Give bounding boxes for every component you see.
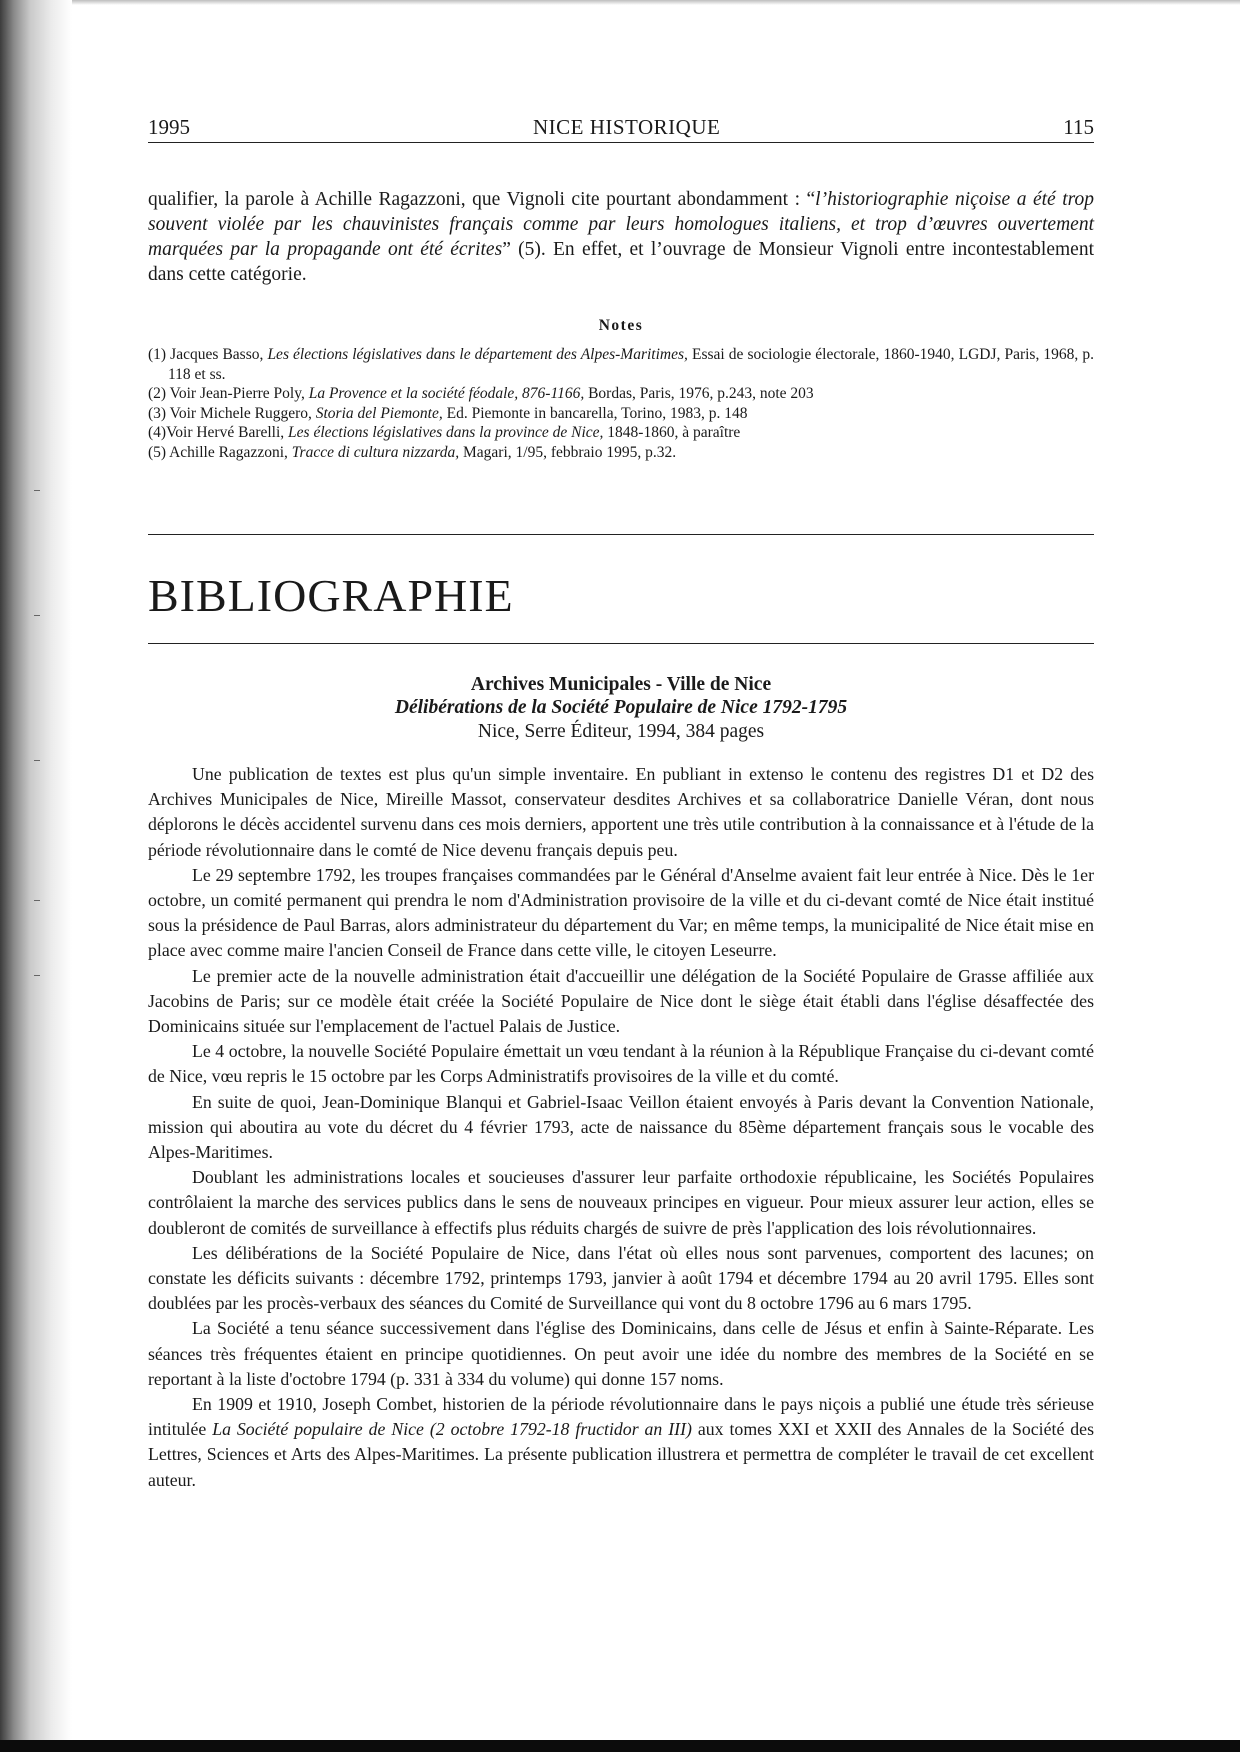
note-item xyxy=(148,345,1094,384)
review-paragraph: Les délibérations de la Société Populaire de Nice, dans l'état où elles nous sont parvenues, comportent des lacunes; on constate les déficits suivants : décembre 1792, printemps 1793, janvier à août 1794 et décembre 1794 au 20 avril 1795. Elles sont doublées par les procès-verbaux des séances du Comité de Surveillance qui vont du 8 octobre 1796 au 6 mars 1795. xyxy=(148,1242,1094,1314)
page-number: 115 xyxy=(1063,115,1094,139)
note-item xyxy=(148,404,1094,424)
book-title: Délibérations de la Société Populaire de Nice 1792-1795 xyxy=(394,697,848,718)
section-title: BIBLIOGRAPHIE xyxy=(148,570,514,621)
intro-quote: l’historiographie niçoise a été trop souvent violée par les chauvinistes français comme par leurs homologues italiens, et trop d’œuvres ouvertement marquées par la propagande ont été écrites xyxy=(148,189,1094,260)
note-item xyxy=(148,443,1094,463)
note-author: (4)Voir Hervé Barelli, xyxy=(148,424,289,441)
note-author: (1) Jacques Basso, xyxy=(148,346,268,363)
notes-list xyxy=(148,345,1094,462)
note-work-title: Storia del Piemonte, xyxy=(315,404,443,422)
journal-title: NICE HISTORIQUE xyxy=(532,115,721,139)
cited-work-title: La Société populaire de Nice (2 octobre 1792-18 fructidor an III) xyxy=(212,1419,692,1440)
review-text: aux tomes XXI et XXII des Annales de la Société des Lettres, Sciences et Arts des Alpes-Maritimes. La présente publication illustrera et permettra de compléter le travail de cet excellent auteur. xyxy=(148,1419,1094,1490)
note-author: (3) Voir Michele Ruggero, xyxy=(148,404,316,422)
intro-text-end: ” (5). En effet, et l’ouvrage de Monsieur Vignoli entre incontestablement dans cette catégorie. xyxy=(148,239,1094,285)
review-paragraph: Doublant les administrations locales et soucieuses d'assurer leur parfaite orthodoxie républicaine, les Sociétés Populaires contrôlaient la marche des services publics dans le sens de nouveaux principes en vigueur. Pour mieux assurer leur action, elles se doubleront de comités de surveillance à effectifs plus réduits chargés de suivre de près l'application des lois révolutionnaires. xyxy=(148,1167,1094,1238)
note-author: (5) Achille Ragazzoni, xyxy=(148,443,292,461)
review-paragraph: Le 29 septembre 1792, les troupes françaises commandées par le Général d'Anselme avaient fait leur entrée à Nice. Dès le 1er octobre, un comité permanent qui prendra le nom d'Administration provisoire de la ville et du ci-devant comté de Nice était institué sous la présidence de Paul Barras, alors administrateur du département du Var; en même temps, la municipalité de Nice était mise en place avec comme maire l'ancien Conseil de France dans cette ville, le citoyen Leseurre. xyxy=(148,864,1094,961)
book-edition: Nice, Serre Éditeur, 1994, 384 pages xyxy=(477,721,765,742)
note-author: (2) Voir Jean-Pierre Poly, xyxy=(148,385,309,402)
note-work-title: Les élections législatives dans la province de Nice, xyxy=(288,424,604,441)
section-rule-bottom xyxy=(148,643,1094,644)
review-paragraph: Le 4 octobre, la nouvelle Société Populaire émettait un vœu tendant à la réunion à la République Française du ci-devant comté de Nice, vœu repris le 15 octobre par les Corps Administratifs provisoires de la ville et du comté. xyxy=(148,1041,1094,1087)
review-paragraph: En suite de quoi, Jean-Dominique Blanqui et Gabriel-Isaac Veillon étaient envoyés à Paris devant la Convention Nationale, mission qui aboutira au vote du décret du 4 février 1793, acte de naissance du 85ème département français sous le vocable des Alpes-Maritimes. xyxy=(148,1091,1094,1163)
intro-paragraph xyxy=(148,187,1094,287)
review-paragraph xyxy=(148,1392,1094,1493)
section-rule-top xyxy=(148,534,1094,535)
running-header xyxy=(148,115,1094,143)
book-publisher: Archives Municipales - Ville de Nice xyxy=(470,674,772,695)
review-text: En 1909 et 1910, Joseph Combet, historien de la période révolutionnaire dans le pays niçois a publié une étude très sérieuse intitulée xyxy=(148,1394,1094,1440)
header-year: 1995 xyxy=(148,115,190,139)
review-paragraph: Le premier acte de la nouvelle administration était d'accueillir une délégation de la Société Populaire de Grasse affiliée aux Jacobins de Paris; sur ce modèle était créée la Société Populaire de Nice dont le siège était établi dans l'église désaffectée des Dominicains située sur l'emplacement de l'actuel Palais de Justice. xyxy=(148,965,1094,1037)
note-reference: Ed. Piemonte in bancarella, Torino, 1983, p. 148 xyxy=(442,404,748,422)
note-work-title: Les élections législatives dans le département des Alpes-Maritimes, xyxy=(267,346,688,363)
book-reference xyxy=(148,674,1094,744)
document-page xyxy=(148,115,1094,1493)
note-item xyxy=(148,384,1094,404)
note-reference: Magari, 1/95, febbraio 1995, p.32. xyxy=(459,443,677,461)
notes-heading: Notes xyxy=(598,317,644,334)
scan-top-shadow xyxy=(0,0,1240,5)
note-reference: 1848-1860, à paraître xyxy=(603,424,741,441)
review-paragraph: La Société a tenu séance successivement dans l'église des Dominicains, dans celle de Jésus et enfin à Sainte-Réparate. Les séances très fréquentes étaient en principe quotidiennes. On peut avoir une idée du nombre des membres de la Société en se reportant à la liste d'octobre 1794 (p. 331 à 334 du volume) qui donne 157 noms. xyxy=(148,1318,1094,1389)
scan-bottom-edge xyxy=(0,1740,1240,1752)
note-reference: Essai de sociologie électorale, 1860-1940, LGDJ, Paris, 1968, p. 118 et ss. xyxy=(168,346,1094,383)
book-gutter-shadow xyxy=(0,0,72,1752)
intro-text-start: qualifier, la parole à Achille Ragazzoni, que Vignoli cite pourtant abondamment : “ xyxy=(148,189,816,210)
review-paragraph: Une publication de textes est plus qu'un simple inventaire. En publiant in extenso le contenu des registres D1 et D2 des Archives Municipales de Nice, Mireille Massot, conservateur desdites Archives et sa collaboratrice Danielle Véran, dont nous déplorons le décès accidentel survenu dans ces mois derniers, apportent une très utile contribution à la connaissance et à l'étude de la période révolutionnaire dans le comté de Nice devenu français depuis peu. xyxy=(148,764,1094,860)
book-review xyxy=(148,762,1094,1493)
note-work-title: Tracce di cultura nizzarda, xyxy=(291,443,460,461)
note-item xyxy=(148,423,1094,443)
note-reference: Bordas, Paris, 1976, p.243, note 203 xyxy=(584,385,814,402)
note-work-title: La Provence et la société féodale, 876-1166, xyxy=(308,385,585,402)
